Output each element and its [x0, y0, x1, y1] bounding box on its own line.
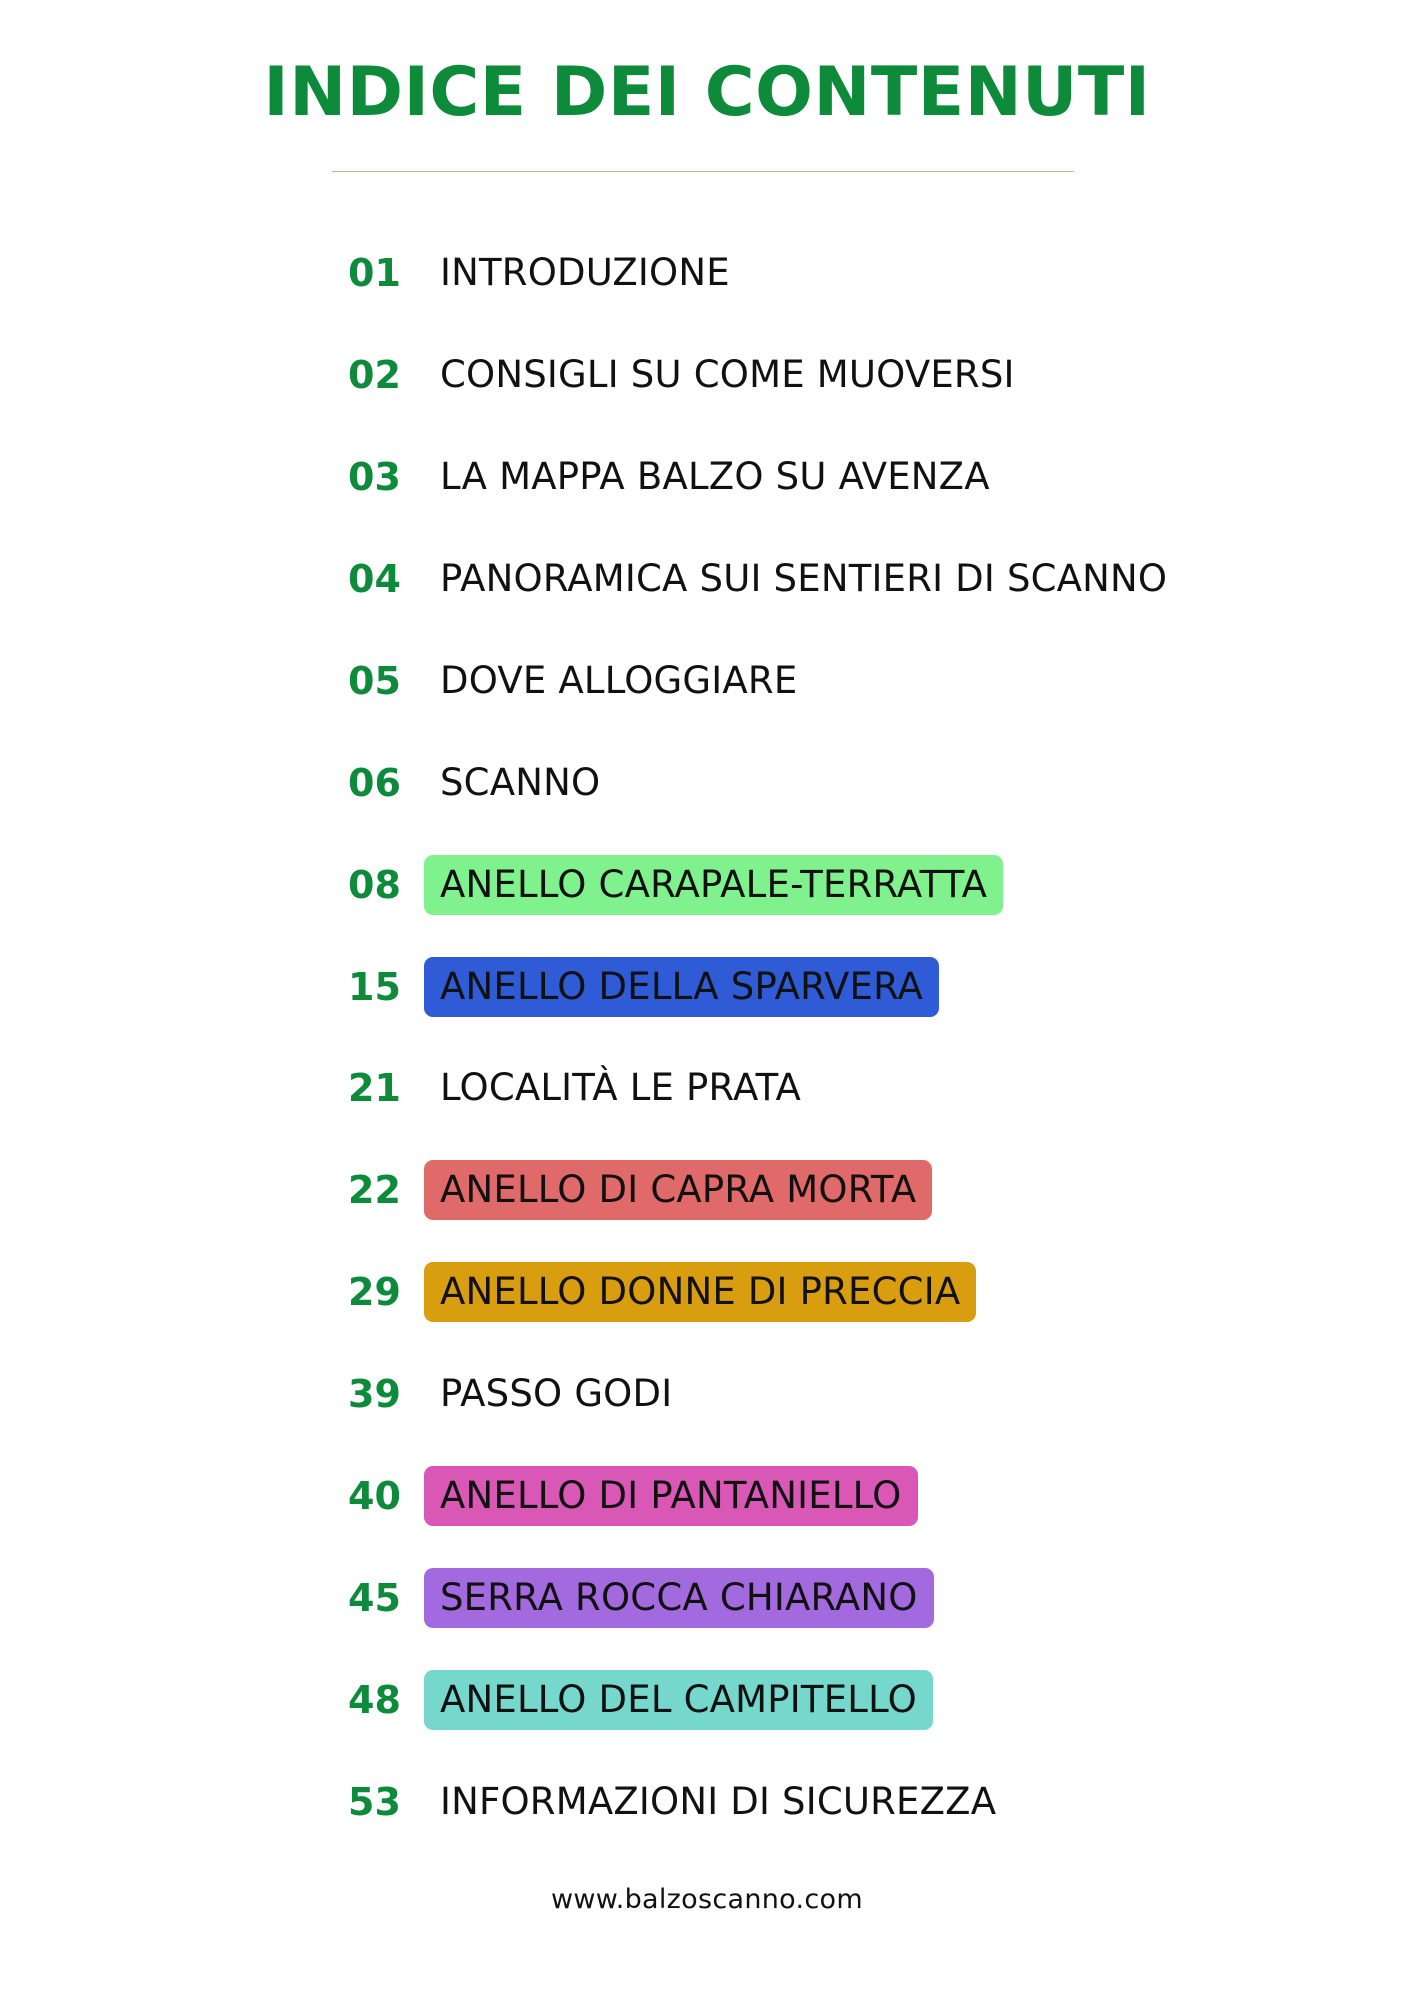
toc-entry[interactable]	[0, 345, 1414, 405]
toc-page-number: 08	[348, 862, 401, 907]
toc-section-label: INFORMAZIONI DI SICUREZZA	[440, 1780, 997, 1823]
toc-trail-label-highlighted: ANELLO DONNE DI PRECCIA	[424, 1262, 976, 1322]
toc-trail-label-highlighted: ANELLO DI CAPRA MORTA	[424, 1160, 932, 1220]
toc-entry[interactable]	[0, 1466, 1414, 1526]
toc-section-label: LOCALITÀ LE PRATA	[440, 1066, 802, 1110]
toc-page-number: 39	[348, 1372, 401, 1417]
toc-page-number: 02	[348, 352, 401, 397]
toc-page-number: 22	[348, 1168, 401, 1213]
toc-entry[interactable]	[0, 753, 1414, 813]
toc-section-label: DOVE ALLOGGIARE	[440, 658, 798, 702]
toc-page-number: 04	[348, 556, 401, 601]
toc-entry[interactable]	[0, 1568, 1414, 1628]
toc-section-label: INTRODUZIONE	[440, 251, 730, 294]
toc-page-number: 29	[348, 1270, 401, 1315]
toc-page-number: 01	[348, 251, 401, 295]
toc-entry[interactable]	[0, 957, 1414, 1017]
toc-entry[interactable]	[0, 651, 1414, 711]
toc-entry[interactable]	[0, 1262, 1414, 1322]
footer-website[interactable]: www.balzoscanno.com	[551, 1884, 863, 1915]
toc-entry[interactable]	[0, 855, 1414, 915]
toc-page-number: 15	[348, 964, 401, 1009]
toc-section-label: PANORAMICA SUI SENTIERI DI SCANNO	[440, 556, 1168, 600]
page-title: INDICE DEI CONTENUTI	[263, 53, 1151, 132]
toc-page-number: 45	[348, 1576, 401, 1621]
toc-page-number: 53	[348, 1780, 401, 1824]
toc-section-label: PASSO GODI	[440, 1372, 673, 1416]
toc-entry[interactable]	[0, 549, 1414, 609]
toc-page-number: 21	[348, 1066, 401, 1111]
toc-page-number: 03	[348, 454, 401, 499]
toc-entry[interactable]	[0, 447, 1414, 507]
toc-entry[interactable]	[0, 1364, 1414, 1424]
toc-trail-label-highlighted: ANELLO DI PANTANIELLO	[424, 1466, 918, 1526]
toc-trail-label-highlighted: ANELLO CARAPALE-TERRATTA	[424, 855, 1003, 915]
toc-entry[interactable]	[0, 1160, 1414, 1220]
toc-entry[interactable]	[0, 1772, 1414, 1832]
toc-section-label: LA MAPPA BALZO SU AVENZA	[440, 454, 990, 498]
toc-entry[interactable]	[0, 1670, 1414, 1730]
toc-section-label: SCANNO	[440, 760, 601, 804]
toc-page-number: 40	[348, 1474, 401, 1519]
toc-page-number: 48	[348, 1678, 401, 1722]
toc-entry[interactable]	[0, 1058, 1414, 1118]
toc-entry[interactable]	[0, 243, 1414, 303]
toc-trail-label-highlighted: ANELLO DEL CAMPITELLO	[424, 1670, 933, 1730]
toc-page-number: 06	[348, 760, 401, 805]
toc-page-number: 05	[348, 658, 401, 703]
toc-trail-label-highlighted: SERRA ROCCA CHIARANO	[424, 1568, 934, 1628]
toc-trail-label-highlighted: ANELLO DELLA SPARVERA	[424, 957, 939, 1017]
toc-section-label: CONSIGLI SU COME MUOVERSI	[440, 352, 1015, 396]
